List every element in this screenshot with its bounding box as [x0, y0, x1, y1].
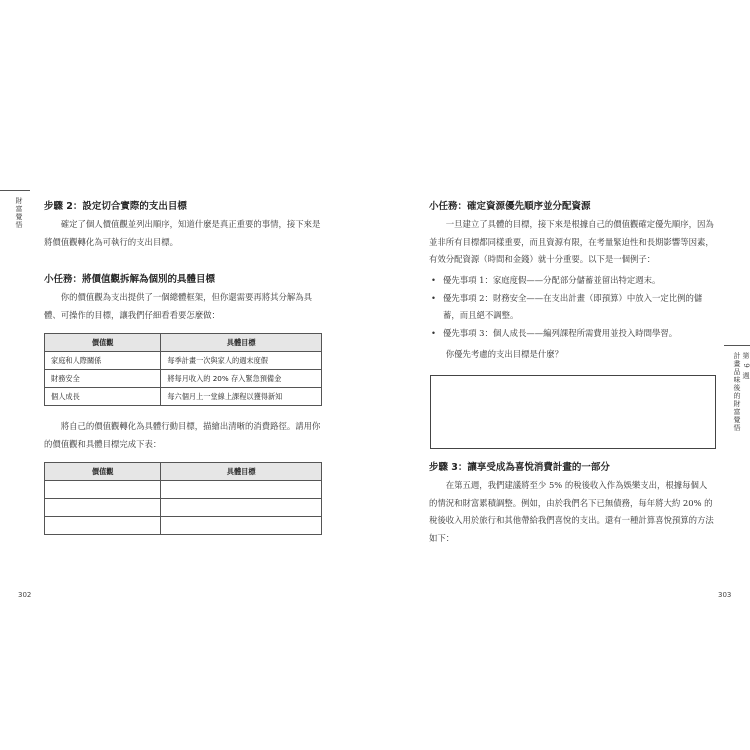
table-header-row	[45, 463, 322, 481]
page-number-left: 302	[18, 591, 32, 599]
table-header-cell: 具體目標	[161, 334, 322, 352]
step3-paragraph: 在第五週，我們建議將至少 5% 的稅後收入作為娛樂支出，根據每個人的情況和財富累積調整。例如，由於我們名下已無債務，每年將大約 20% 的稅後收入用於旅行和其他帶給我們喜悅的支出。還有一種計算喜悅預算的方法如下：	[429, 480, 714, 543]
values-goals-blank-table	[44, 462, 322, 535]
table-cell[interactable]	[161, 499, 322, 517]
table-row	[45, 517, 322, 535]
week-label: 第 9 週	[742, 352, 750, 380]
table-cell[interactable]	[45, 517, 161, 535]
table-header-cell: 具體目標	[161, 463, 322, 481]
page-number-right: 303	[718, 591, 732, 599]
list-item: • 優先事項 2：財務安全——在支出計畫（即預算）中放入一定比例的儲蓄，而且絕不調整。	[429, 290, 711, 325]
left-side-tab	[0, 190, 30, 229]
table-cell: 每季計畫一次與家人的週末度假	[161, 352, 322, 370]
task-heading-right: 小任務：確定資源優先順序並分配資源	[429, 201, 591, 212]
step3-heading: 步驟 3：讓享受成為喜悅消費計畫的一部分	[429, 462, 610, 473]
task-heading-left: 小任務：將價值觀拆解為個別的具體目標	[44, 274, 216, 285]
task-paragraph-left: 你的價值觀為支出提供了一個總體框架，但你還需要再將其分解為具體、可操作的目標，讓我們仔細看看要怎麼做：	[44, 292, 313, 320]
table-row	[45, 481, 322, 499]
right-side-tab-text	[732, 352, 750, 432]
left-side-tab-text: 財富覺悟	[15, 197, 23, 229]
table-cell[interactable]	[45, 481, 161, 499]
table-header-cell: 價值觀	[45, 334, 161, 352]
table-header-cell: 價值觀	[45, 463, 161, 481]
values-goals-example-table	[44, 333, 322, 406]
table-cell: 家庭和人際關係	[45, 352, 161, 370]
table-row	[45, 388, 322, 406]
table-row	[45, 499, 322, 517]
table-row	[45, 352, 322, 370]
list-item: • 優先事項 1：家庭度假——分配部分儲蓄並留出特定週末。	[429, 272, 711, 290]
table-header-row	[45, 334, 322, 352]
table-cell[interactable]	[161, 481, 322, 499]
table-row	[45, 370, 322, 388]
table-cell: 財務安全	[45, 370, 161, 388]
table-cell[interactable]	[161, 517, 322, 535]
table-cell[interactable]	[45, 499, 161, 517]
step2-heading: 步驟 2：設定切合實際的支出目標	[44, 201, 187, 212]
priority-question: 你優先考慮的支出目標是什麼？	[445, 349, 564, 359]
right-page	[375, 0, 750, 750]
answer-box[interactable]	[430, 375, 716, 449]
task-paragraph-right: 一旦建立了具體的目標，接下來是根據自己的價值觀確定優先順序，因為並非所有目標都同樣重要，而且資源有限，在考量緊迫性和長期影響等因素，有效分配資源（時間和金錢）就十分重要。以下是一個例子：	[429, 219, 714, 264]
convert-paragraph: 將自己的價值觀轉化為具體行動目標，描繪出清晰的消費路徑。請用你的價值觀和具體目標完成下表：	[44, 421, 321, 449]
table-cell: 個人成長	[45, 388, 161, 406]
step2-paragraph: 確定了個人價值觀並列出順序，知道什麼是真正重要的事情，接下來是將價值觀轉化為可執行的支出目標。	[44, 219, 321, 247]
priority-list	[429, 272, 711, 342]
list-item: • 優先事項 3：個人成長——編列課程所需費用並投入時間學習。	[429, 325, 711, 343]
table-cell: 將每月收入的 20% 存入緊急預備金	[161, 370, 322, 388]
right-side-tab	[724, 345, 750, 432]
table-cell: 每六個月上一堂線上課程以獲得新知	[161, 388, 322, 406]
chapter-label: 計畫品味後的財富覺悟	[733, 352, 741, 432]
